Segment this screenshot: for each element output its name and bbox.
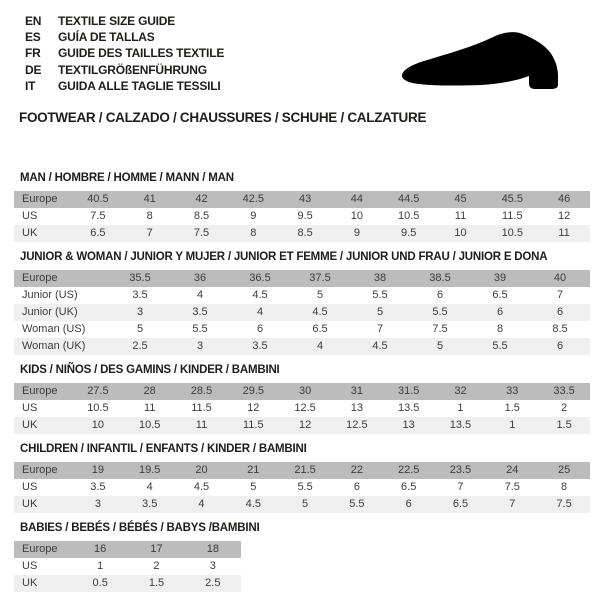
table-row: [14, 400, 590, 417]
row-label: UK: [14, 575, 72, 592]
size-cell: 6.5: [312, 323, 328, 335]
size-cell: 23.5: [435, 462, 487, 479]
size-cell: 5.5: [470, 338, 530, 355]
size-cell: 7: [124, 225, 176, 242]
table-row: [14, 462, 590, 479]
row-label: Europe: [14, 462, 72, 479]
size-cell: 8: [146, 210, 153, 222]
size-cell: 7: [556, 289, 564, 301]
size-cell: 12: [557, 210, 571, 222]
table-row: [14, 417, 590, 434]
size-cell: 44: [331, 191, 383, 208]
size-cell: 10.5: [397, 210, 420, 222]
size-cell: 10: [435, 225, 487, 242]
row-label: UK: [14, 417, 72, 434]
size-cell: 44.5: [383, 191, 435, 208]
size-cell: 10.5: [87, 402, 109, 414]
size-cell: 4.5: [193, 481, 210, 493]
language-title: GUÍA DE TALLAS: [58, 30, 155, 45]
size-cell: 5: [410, 338, 470, 355]
size-cell: 20: [176, 462, 228, 479]
language-title: GUIDA ALLE TAGLIE TESSILI: [58, 78, 221, 93]
size-cell: 28.5: [176, 383, 228, 400]
size-cell: 5: [250, 481, 257, 493]
row-label: US: [22, 210, 38, 222]
dress-shoe-icon: [398, 31, 572, 93]
size-cell: 1.5: [128, 575, 184, 592]
size-cell: 36.5: [230, 270, 290, 287]
size-cell: 3: [110, 304, 170, 321]
size-cell: 12: [247, 402, 260, 414]
language-title: TEXTILGRÖßENFÜHRUNG: [58, 62, 207, 77]
size-cell: 4.5: [252, 289, 268, 301]
row-label: Woman (UK): [14, 338, 110, 355]
size-cell: 1: [486, 417, 538, 434]
size-cell: 12.5: [331, 417, 383, 434]
language-line-de: [25, 62, 224, 78]
size-cell: 7: [457, 481, 464, 493]
size-cell: 6: [436, 289, 444, 301]
table-row: [14, 479, 590, 496]
size-table-section-kids: [14, 364, 590, 434]
size-cell: 41: [124, 191, 176, 208]
size-cell: 13: [383, 417, 435, 434]
size-cell: 12: [279, 417, 331, 434]
table-row: [14, 191, 590, 208]
size-cell: 10: [72, 417, 124, 434]
size-cell: 6: [530, 338, 590, 355]
size-cell: 6: [353, 481, 360, 493]
language-title: GUIDE DES TAILLES TEXTILE: [58, 46, 225, 61]
size-cell: 32: [435, 383, 487, 400]
size-cell: 16: [72, 541, 128, 558]
table-row: [14, 558, 241, 575]
size-cell: 8: [561, 481, 568, 493]
language-list: [25, 13, 224, 94]
size-cell: 9.5: [297, 210, 313, 222]
size-cell: 37.5: [290, 270, 350, 287]
row-label: Europe: [14, 270, 110, 287]
size-cell: 28: [124, 383, 176, 400]
size-cell: 11: [538, 225, 590, 242]
size-cell: 31.5: [383, 383, 435, 400]
size-cell: 5: [279, 496, 331, 513]
size-cell: 35.5: [110, 270, 170, 287]
size-cell: 9: [331, 225, 383, 242]
language-code: ES: [25, 30, 41, 45]
size-cell: 6.5: [492, 289, 508, 301]
size-cell: 6.5: [435, 496, 487, 513]
size-cell: 8.5: [193, 210, 210, 222]
size-cell: 4.5: [350, 338, 410, 355]
size-cell: 6: [383, 496, 435, 513]
size-cell: 42.5: [227, 191, 279, 208]
size-cell: 1: [457, 402, 464, 414]
size-cell: 22.5: [383, 462, 435, 479]
size-cell: 45: [435, 191, 487, 208]
size-cell: 3.5: [90, 481, 106, 493]
size-tables: [14, 172, 590, 601]
size-cell: 29.5: [227, 383, 279, 400]
size-cell: 33.5: [538, 383, 590, 400]
size-table-children: [14, 462, 590, 513]
size-cell: 40.5: [72, 191, 124, 208]
size-cell: 5: [136, 323, 144, 335]
size-cell: 11.5: [227, 417, 279, 434]
size-table-section-man: [14, 172, 590, 242]
size-cell: 5.5: [372, 289, 388, 301]
size-cell: 3.5: [170, 304, 230, 321]
language-code: IT: [25, 78, 36, 93]
size-cell: 42: [176, 191, 228, 208]
size-cell: 6: [470, 304, 530, 321]
row-label: Woman (US): [22, 323, 86, 335]
size-cell: 10.5: [124, 417, 176, 434]
size-cell: 6.5: [401, 481, 417, 493]
size-cell: 36: [170, 270, 230, 287]
size-cell: 7.5: [90, 210, 106, 222]
table-row: [14, 304, 590, 321]
row-label: UK: [14, 496, 72, 513]
row-label: Junior (US): [22, 289, 78, 301]
size-table-section-children: [14, 443, 590, 513]
size-cell: 13: [350, 402, 363, 414]
table-row: [14, 383, 590, 400]
size-cell: 4.5: [227, 496, 279, 513]
table-row: [14, 270, 590, 287]
size-cell: 7.5: [504, 481, 520, 493]
size-cell: 24: [486, 462, 538, 479]
size-cell: 40: [530, 270, 590, 287]
size-cell: 10.5: [486, 225, 538, 242]
language-code: FR: [25, 46, 41, 61]
size-cell: 18: [185, 541, 241, 558]
table-row: [14, 575, 241, 592]
size-cell: 11.5: [501, 210, 523, 222]
size-cell: 4.5: [290, 304, 350, 321]
size-cell: 3.5: [132, 289, 148, 301]
section-title: KIDS / NIÑOS / DES GAMINS / KINDER / BAMBINI: [20, 364, 280, 376]
size-cell: 6: [256, 323, 264, 335]
size-cell: 13.5: [397, 402, 420, 414]
size-cell: 9: [250, 210, 257, 222]
size-cell: 1.5: [504, 402, 520, 414]
size-cell: 11: [176, 417, 228, 434]
size-cell: 25: [538, 462, 590, 479]
size-cell: 4: [146, 481, 153, 493]
size-cell: 7.5: [538, 496, 590, 513]
size-cell: 9.5: [383, 225, 435, 242]
language-title: TEXTILE SIZE GUIDE: [58, 14, 176, 28]
row-label: US: [22, 402, 38, 414]
size-cell: 3.5: [230, 338, 290, 355]
language-line-en: [25, 13, 224, 29]
size-table-babies: [14, 541, 241, 592]
size-cell: 38.5: [410, 270, 470, 287]
size-cell: 11: [143, 402, 156, 414]
size-cell: 13.5: [435, 417, 487, 434]
size-cell: 5.5: [410, 304, 470, 321]
size-cell: 1: [97, 560, 104, 572]
size-cell: 19.5: [124, 462, 176, 479]
size-table-section-junior-woman: [14, 251, 590, 355]
size-cell: 2.5: [185, 575, 241, 592]
size-cell: 3: [170, 338, 230, 355]
size-cell: 45.5: [486, 191, 538, 208]
size-cell: 33: [486, 383, 538, 400]
language-code: EN: [25, 14, 42, 28]
size-cell: 43: [279, 191, 331, 208]
category-title: FOOTWEAR / CALZADO / CHAUSSURES / SCHUHE / CALZATURE: [19, 110, 427, 125]
language-line-it: [25, 78, 224, 94]
row-label: US: [22, 560, 38, 572]
table-row: [14, 225, 590, 242]
language-code: DE: [25, 62, 42, 77]
size-cell: 5: [316, 289, 324, 301]
size-cell: 21.5: [279, 462, 331, 479]
size-cell: 27.5: [72, 383, 124, 400]
section-title: MAN / HOMBRE / HOMME / MANN / MAN: [20, 172, 234, 184]
row-label: Europe: [14, 383, 72, 400]
size-cell: 17: [128, 541, 184, 558]
size-cell: 2: [561, 402, 568, 414]
row-label: US: [22, 481, 38, 493]
size-cell: 5.5: [192, 323, 208, 335]
size-cell: 3: [72, 496, 124, 513]
size-cell: 4: [290, 338, 350, 355]
language-line-es: [25, 29, 224, 45]
size-cell: 8.5: [279, 225, 331, 242]
size-cell: 5.5: [331, 496, 383, 513]
size-table-section-babies: [14, 522, 590, 592]
size-cell: 21: [227, 462, 279, 479]
table-row: [14, 321, 590, 338]
size-cell: 8: [227, 225, 279, 242]
size-cell: 38: [350, 270, 410, 287]
size-cell: 12.5: [294, 402, 316, 414]
size-cell: 3: [209, 560, 216, 572]
size-cell: 0.5: [72, 575, 128, 592]
language-line-fr: [25, 45, 224, 61]
size-cell: 3.5: [124, 496, 176, 513]
size-cell: 30: [279, 383, 331, 400]
size-cell: 6: [530, 304, 590, 321]
section-title: JUNIOR & WOMAN / JUNIOR Y MUJER / JUNIOR ET FEMME / JUNIOR UND FRAU / JUNIOR E DONA: [20, 251, 548, 263]
size-table-kids: [14, 383, 590, 434]
size-cell: 22: [331, 462, 383, 479]
size-cell: 2: [153, 560, 160, 572]
size-cell: 31: [331, 383, 383, 400]
table-row: [14, 287, 590, 304]
section-title: CHILDREN / INFANTIL / ENFANTS / KINDER / BAMBINI: [20, 443, 307, 455]
size-cell: 6.5: [72, 225, 124, 242]
table-row: [14, 541, 241, 558]
size-cell: 8.5: [552, 323, 568, 335]
size-cell: 4: [176, 496, 228, 513]
size-cell: 8: [496, 323, 504, 335]
size-table-junior-woman: [14, 270, 590, 355]
row-label: Junior (UK): [14, 304, 110, 321]
section-title: BABIES / BEBÉS / BÉBÉS / BABYS /BAMBINI: [20, 522, 260, 534]
table-row: [14, 208, 590, 225]
size-cell: 19: [72, 462, 124, 479]
size-cell: 39: [470, 270, 530, 287]
size-cell: 5.5: [297, 481, 313, 493]
size-cell: 1.5: [538, 417, 590, 434]
size-cell: 10: [350, 210, 363, 222]
table-row: [14, 338, 590, 355]
row-label: Europe: [14, 191, 72, 208]
row-label: Europe: [14, 541, 72, 558]
size-cell: 4: [230, 304, 290, 321]
size-cell: 7.5: [176, 225, 228, 242]
row-label: UK: [14, 225, 72, 242]
size-cell: 11.5: [191, 402, 212, 414]
size-cell: 11: [454, 210, 467, 222]
size-cell: 7: [376, 323, 384, 335]
size-cell: 7.5: [432, 323, 448, 335]
size-cell: 4: [196, 289, 204, 301]
size-cell: 7: [486, 496, 538, 513]
size-cell: 2.5: [110, 338, 170, 355]
size-cell: 5: [350, 304, 410, 321]
table-row: [14, 496, 590, 513]
size-cell: 46: [538, 191, 590, 208]
size-table-man: [14, 191, 590, 242]
